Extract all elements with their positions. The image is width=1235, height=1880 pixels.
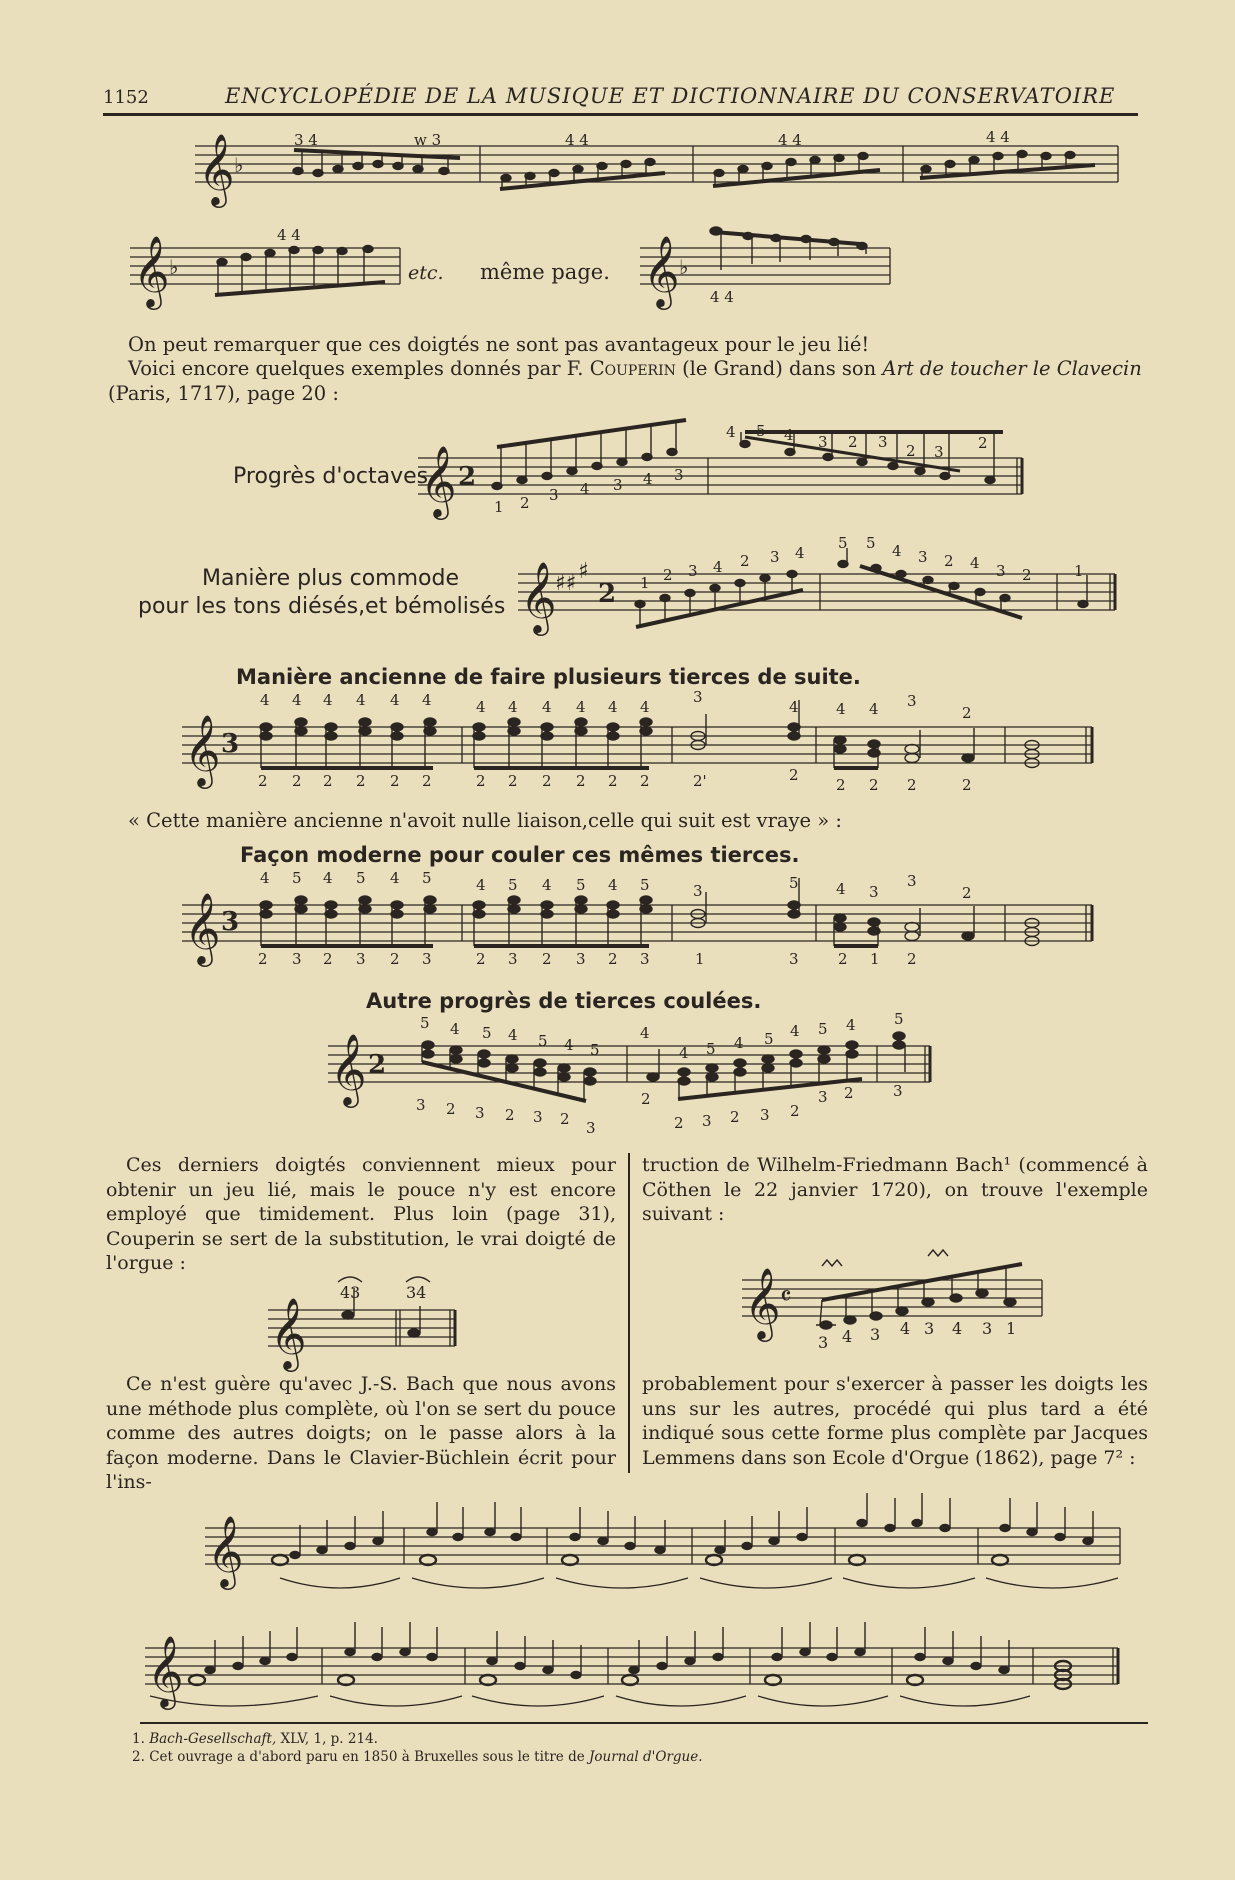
svg-text:5: 5	[356, 869, 366, 887]
svg-text:3: 3	[934, 443, 944, 461]
svg-text:3: 3	[982, 1319, 993, 1338]
paragraph-1: On peut remarquer que ces doigtés ne sont pas avantageux pour le jeu lié!	[128, 333, 870, 356]
svg-text:2: 2	[740, 552, 750, 570]
svg-text:4: 4	[450, 1020, 460, 1038]
svg-text:2: 2	[608, 772, 618, 790]
etc-label: etc.	[408, 262, 444, 284]
svg-text:4: 4	[679, 1044, 689, 1062]
label-maniere-ancienne: Manière ancienne de faire plusieurs tierces de suite.	[236, 665, 861, 689]
svg-text:4: 4	[260, 691, 270, 709]
svg-text:2: 2	[576, 772, 586, 790]
svg-text:2: 2	[844, 1084, 854, 1102]
svg-text:2: 2	[907, 776, 917, 794]
svg-text:5: 5	[590, 1041, 600, 1059]
svg-text:4: 4	[476, 698, 486, 716]
svg-text:2: 2	[323, 950, 333, 968]
svg-text:3: 3	[760, 1106, 770, 1124]
footnote-rule	[140, 1722, 1148, 1724]
svg-text:4: 4	[542, 698, 552, 716]
svg-text:2: 2	[978, 434, 988, 452]
svg-text:3: 3	[674, 466, 684, 484]
svg-text:5: 5	[482, 1024, 492, 1042]
svg-text:4: 4	[580, 480, 590, 498]
svg-text:3: 3	[292, 950, 302, 968]
svg-text:4: 4	[608, 698, 618, 716]
svg-text:𝄞: 𝄞	[147, 1634, 184, 1707]
svg-text:♯: ♯	[578, 559, 589, 584]
svg-text:5: 5	[706, 1040, 716, 1058]
svg-text:4: 4	[842, 1327, 853, 1346]
svg-text:3: 3	[416, 1096, 426, 1114]
svg-text:34: 34	[406, 1283, 427, 1302]
svg-text:5: 5	[420, 1014, 430, 1032]
svg-text:𝄞: 𝄞	[198, 132, 235, 205]
left-column-p1: Ces derniers doigtés conviennent mieux pour obtenir un jeu lié, mais le pouce n'y est encore employé que timidement. Plus loin (page 31), Couperin se sert de la substitution, le vrai doigté de l'orgue :	[106, 1154, 616, 1275]
svg-text:𝄞: 𝄞	[744, 1266, 781, 1339]
svg-text:2: 2	[292, 772, 302, 790]
svg-text:4: 4	[508, 698, 518, 716]
svg-text:𝄞: 𝄞	[184, 891, 221, 964]
svg-text:4: 4	[422, 691, 432, 709]
svg-text:2: 2	[907, 950, 917, 968]
svg-text:♭: ♭	[234, 153, 244, 177]
right-column-p1: truction de Wilhelm-Friedmann Bach¹ (commencé à Cöthen le 22 janvier 1720), on trouve l'exemple suivant :	[642, 1154, 1148, 1226]
svg-text:2: 2	[608, 950, 618, 968]
svg-text:4: 4	[713, 558, 723, 576]
svg-text:3: 3	[818, 433, 828, 451]
svg-text:𝄞: 𝄞	[207, 1514, 244, 1587]
svg-text:4: 4	[734, 1034, 744, 1052]
svg-text:3: 3	[869, 883, 879, 901]
svg-text:4: 4	[508, 1026, 518, 1044]
svg-text:3: 3	[422, 950, 432, 968]
label-maniere-commode-2: pour les tons diésés,et bémolisés	[138, 594, 506, 619]
label-progres-octaves: Progrès d'octaves	[233, 464, 429, 489]
svg-text:2: 2	[505, 1106, 515, 1124]
svg-text:4: 4	[836, 700, 846, 718]
svg-text:3: 3	[907, 692, 917, 710]
svg-text:5: 5	[756, 422, 766, 440]
svg-text:3: 3	[907, 872, 917, 890]
svg-text:2: 2	[542, 772, 552, 790]
svg-text:3: 3	[613, 476, 623, 494]
svg-text:2: 2	[789, 766, 799, 784]
svg-text:2: 2	[962, 704, 972, 722]
svg-text:4: 4	[789, 698, 799, 716]
svg-text:4: 4	[836, 880, 846, 898]
svg-text:4: 4	[390, 869, 400, 887]
svg-text:♯♯: ♯♯	[555, 571, 577, 596]
svg-text:♭: ♭	[679, 255, 689, 279]
svg-text:5: 5	[764, 1030, 774, 1048]
svg-text:3: 3	[878, 433, 888, 451]
svg-text:2: 2	[560, 1110, 570, 1128]
svg-text:4: 4	[608, 876, 618, 894]
left-column-p2: Ce n'est guère qu'avec J.-S. Bach que nous avons une méthode plus complète, où l'on se sert du pouce comme des autres doigts; on le passe alors à la façon moderne. Dans le Clavier-Büchlein écrit pour l'ins-	[106, 1373, 616, 1494]
svg-text:4: 4	[790, 1022, 800, 1040]
svg-text:5: 5	[508, 876, 518, 894]
svg-text:2: 2	[520, 494, 530, 512]
svg-text:𝄞: 𝄞	[330, 1032, 367, 1105]
svg-text:5: 5	[866, 534, 876, 552]
svg-text:3: 3	[640, 950, 650, 968]
svg-text:2: 2	[476, 772, 486, 790]
svg-text:4: 4	[869, 700, 879, 718]
svg-text:4: 4	[390, 691, 400, 709]
svg-text:4: 4	[900, 1319, 911, 1338]
svg-text:4: 4	[640, 1024, 650, 1042]
svg-text:4: 4	[952, 1319, 963, 1338]
svg-text:3: 3	[533, 1108, 543, 1126]
svg-text:2: 2	[640, 772, 650, 790]
svg-text:5: 5	[818, 1020, 828, 1038]
svg-text:2: 2	[422, 772, 432, 790]
svg-text:3: 3	[818, 1333, 829, 1352]
svg-text:4: 4	[260, 869, 270, 887]
svg-text:1: 1	[640, 574, 650, 592]
svg-text:2: 2	[258, 950, 268, 968]
svg-text:2: 2	[368, 1050, 387, 1080]
svg-text:3: 3	[688, 562, 698, 580]
svg-text:2: 2	[641, 1090, 651, 1108]
svg-text:2: 2	[836, 776, 846, 794]
svg-text:5: 5	[422, 869, 432, 887]
svg-text:2: 2	[390, 772, 400, 790]
svg-text:4: 4	[292, 691, 302, 709]
svg-text:5: 5	[838, 534, 848, 552]
svg-text:3: 3	[996, 562, 1006, 580]
finger-ex2-b: 4 4	[710, 288, 734, 306]
svg-text:4: 4	[795, 544, 805, 562]
svg-text:2: 2	[542, 950, 552, 968]
svg-text:4: 4	[640, 698, 650, 716]
svg-text:3: 3	[693, 688, 703, 706]
svg-text:2: 2	[446, 1100, 456, 1118]
svg-text:4: 4	[892, 542, 902, 560]
svg-text:2': 2'	[693, 772, 707, 790]
footnote-2: 2. Cet ouvrage a d'abord paru en 1850 à Bruxelles sous le titre de Journal d'Orgue.	[132, 1749, 703, 1765]
page-number: 1152	[103, 87, 149, 108]
svg-text:1: 1	[1074, 562, 1084, 580]
label-facon-moderne: Façon moderne pour couler ces mêmes tierces.	[240, 843, 800, 867]
svg-text:5: 5	[292, 869, 302, 887]
svg-text:𝄞: 𝄞	[643, 234, 680, 307]
svg-text:3: 3	[818, 1088, 828, 1106]
svg-text:𝄴: 𝄴	[780, 1282, 792, 1312]
svg-text:4: 4	[323, 691, 333, 709]
svg-text:3: 3	[893, 1082, 903, 1100]
svg-text:2: 2	[674, 1114, 684, 1132]
finger-ex2-a: 4 4	[277, 226, 301, 244]
finger-ex1-d: 4 4	[778, 131, 802, 149]
svg-text:5: 5	[640, 876, 650, 894]
svg-text:5: 5	[538, 1032, 548, 1050]
svg-text:2: 2	[838, 950, 848, 968]
footnote-1: 1. Bach-Gesellschaft, XLV, 1, p. 214.	[132, 1731, 378, 1747]
finger-ex1-a: 3 4	[294, 131, 318, 149]
svg-text:2: 2	[944, 552, 954, 570]
svg-text:2: 2	[1022, 566, 1032, 584]
svg-text:1: 1	[870, 950, 880, 968]
svg-text:2: 2	[323, 772, 333, 790]
svg-text:4: 4	[542, 876, 552, 894]
finger-ex1-b: w 3	[414, 131, 442, 149]
svg-text:𝄞: 𝄞	[270, 1296, 307, 1369]
svg-text:3: 3	[549, 486, 559, 504]
right-column-p2: probablement pour s'exercer à passer les doigts les uns sur les autres, procédé qui plus tard a été indiqué sous cette forme plus complète par Jacques Lemmens dans son Ecole d'Orgue (1862), page 7² :	[642, 1373, 1148, 1469]
svg-text:2: 2	[848, 433, 858, 451]
svg-text:3: 3	[475, 1104, 485, 1122]
svg-text:3: 3	[924, 1319, 935, 1338]
label-autre-progres: Autre progrès de tierces coulées.	[366, 989, 762, 1013]
svg-text:4: 4	[576, 698, 586, 716]
svg-text:5: 5	[789, 874, 799, 892]
svg-text:3: 3	[221, 729, 240, 759]
svg-text:𝄞: 𝄞	[420, 444, 457, 517]
svg-text:43: 43	[340, 1283, 361, 1302]
svg-text:3: 3	[576, 950, 586, 968]
svg-text:𝄞: 𝄞	[184, 713, 221, 786]
svg-text:2: 2	[508, 772, 518, 790]
svg-text:5: 5	[576, 876, 586, 894]
svg-text:1: 1	[1006, 1319, 1017, 1338]
svg-text:2: 2	[458, 462, 477, 492]
svg-text:4: 4	[846, 1016, 856, 1034]
svg-text:4: 4	[643, 470, 653, 488]
svg-text:2: 2	[356, 772, 366, 790]
svg-text:4: 4	[476, 876, 486, 894]
svg-text:4: 4	[726, 423, 736, 441]
svg-text:2: 2	[962, 884, 972, 902]
svg-text:2: 2	[663, 566, 673, 584]
svg-text:4: 4	[323, 869, 333, 887]
svg-text:♭: ♭	[169, 255, 179, 279]
svg-text:3: 3	[918, 548, 928, 566]
quote-ancienne: « Cette manière ancienne n'avoit nulle liaison,celle qui suit est vraye » :	[128, 809, 842, 832]
svg-text:2: 2	[390, 950, 400, 968]
svg-text:3: 3	[356, 950, 366, 968]
svg-text:2: 2	[258, 772, 268, 790]
svg-text:3: 3	[693, 882, 703, 900]
svg-text:2: 2	[476, 950, 486, 968]
svg-text:3: 3	[770, 548, 780, 566]
svg-text:3: 3	[789, 950, 799, 968]
paragraph-2: Voici encore quelques exemples donnés par F. Couperin (le Grand) dans son Art de toucher le Clavecin (Paris, 1717), page 20 :	[108, 357, 1142, 405]
svg-text:4: 4	[970, 554, 980, 572]
svg-text:4: 4	[564, 1036, 574, 1054]
finger-ex1-e: 4 4	[986, 128, 1010, 146]
running-title: ENCYCLOPÉDIE DE LA MUSIQUE ET DICTIONNAIRE DU CONSERVATOIRE	[225, 84, 1116, 108]
svg-text:2: 2	[906, 442, 916, 460]
finger-ex1-c: 4 4	[565, 131, 589, 149]
label-maniere-commode-1: Manière plus commode	[202, 566, 459, 591]
svg-text:3: 3	[508, 950, 518, 968]
svg-text:1: 1	[695, 950, 705, 968]
svg-text:4: 4	[784, 426, 794, 444]
svg-text:1: 1	[494, 498, 504, 516]
meme-page-label: même page.	[480, 260, 610, 284]
svg-text:5: 5	[894, 1010, 904, 1028]
svg-text:2: 2	[869, 776, 879, 794]
svg-text:𝄞: 𝄞	[133, 234, 170, 307]
svg-text:𝄞: 𝄞	[520, 560, 557, 633]
svg-text:3: 3	[221, 907, 240, 937]
svg-text:2: 2	[730, 1108, 740, 1126]
svg-text:3: 3	[586, 1119, 596, 1137]
svg-text:3: 3	[870, 1325, 881, 1344]
svg-text:2: 2	[790, 1102, 800, 1120]
svg-text:2: 2	[598, 579, 617, 609]
svg-text:4: 4	[356, 691, 366, 709]
svg-text:3: 3	[702, 1112, 712, 1130]
svg-text:2: 2	[962, 776, 972, 794]
